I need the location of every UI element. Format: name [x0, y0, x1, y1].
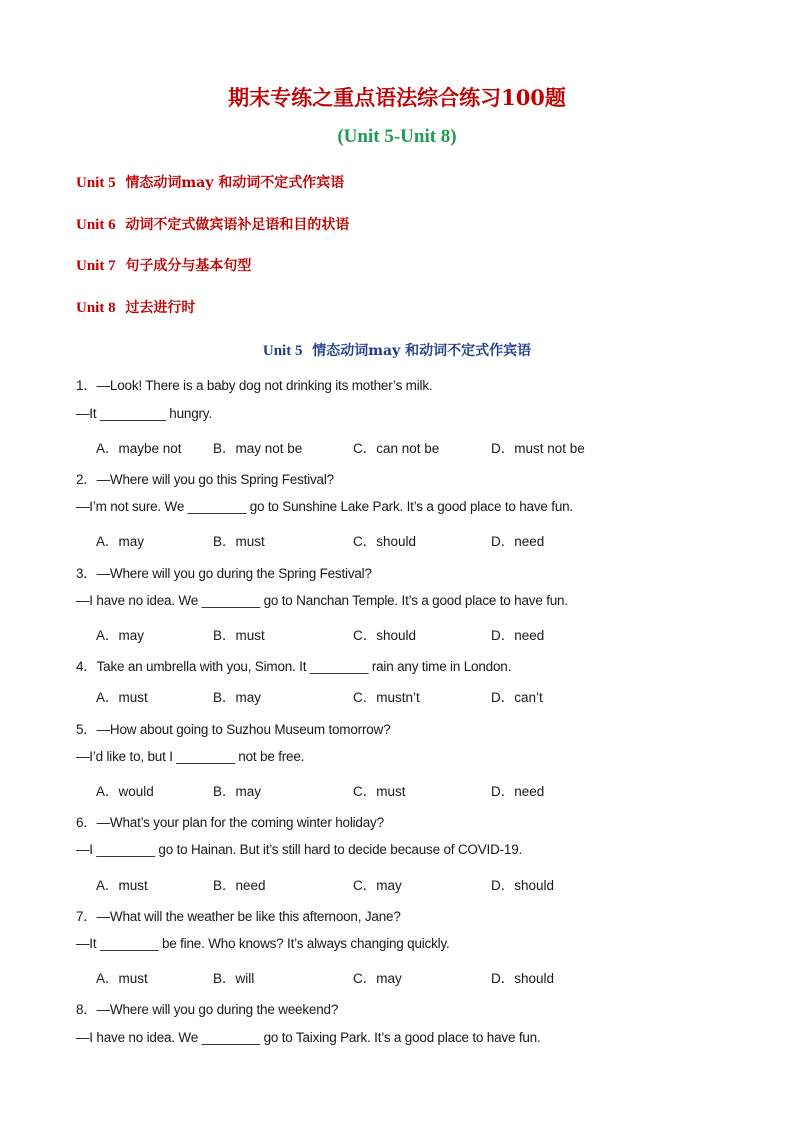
option-a[interactable]: A．must [96, 878, 148, 893]
option-a[interactable]: A．may [96, 534, 145, 549]
section-topic: 情态动词may 和动词不定式作宾语 [312, 343, 532, 359]
option-b[interactable]: B．need [213, 878, 266, 893]
option-c[interactable]: C．may [353, 878, 402, 893]
option-c[interactable]: C．should [353, 534, 417, 549]
toc-unit: Unit 7 [76, 258, 116, 274]
option-a[interactable]: A．must [96, 690, 148, 705]
answer-line: —I ________ go to Hainan. But it’s still hard to decide because of COVID-19. [76, 842, 523, 857]
options-row [96, 530, 736, 550]
option-b[interactable]: B．may [213, 690, 262, 705]
option-c[interactable]: C．must [353, 784, 406, 799]
answer-line: —It ________ be fine. Who knows? It’s always changing quickly. [76, 936, 450, 951]
option-d[interactable]: D．must not be [491, 441, 585, 456]
page-title: 期末专练之重点语法综合练习100题 [228, 85, 566, 110]
question-line: 4．Take an umbrella with you, Simon. It ________ rain any time in London. [76, 659, 512, 674]
option-b[interactable]: B．must [213, 628, 265, 643]
question-line: 7．—What will the weather be like this afternoon, Jane? [76, 909, 401, 924]
options-row [96, 624, 736, 644]
question-line: 6．—What’s your plan for the coming winter holiday? [76, 815, 384, 830]
option-d[interactable]: D．should [491, 971, 555, 986]
toc-item [76, 255, 251, 275]
toc-item [76, 214, 349, 234]
toc-unit: Unit 8 [76, 300, 116, 316]
option-a[interactable]: A．must [96, 971, 148, 986]
option-d[interactable]: D．need [491, 534, 545, 549]
option-c[interactable]: C．may [353, 971, 402, 986]
question-line: 2．—Where will you go this Spring Festival? [76, 472, 334, 487]
answer-line: —I have no idea. We ________ go to Taixing Park. It’s a good place to have fun. [76, 1030, 541, 1045]
option-d[interactable]: D．need [491, 628, 545, 643]
answer-line: —I’m not sure. We ________ go to Sunshine Lake Park. It’s a good place to have fun. [76, 499, 573, 514]
toc-unit: Unit 5 [76, 175, 116, 191]
options-row [96, 967, 736, 987]
option-c[interactable]: C．should [353, 628, 417, 643]
answer-line: —I’d like to, but I ________ not be free. [76, 749, 305, 764]
question-line: 8．—Where will you go during the weekend? [76, 1002, 339, 1017]
option-b[interactable]: B．may not be [213, 441, 303, 456]
option-c[interactable]: C．can not be [353, 441, 440, 456]
toc-item [76, 297, 195, 317]
section-unit: Unit 5 [262, 343, 303, 359]
answer-line: —I have no idea. We ________ go to Nanchan Temple. It’s a good place to have fun. [76, 593, 568, 608]
option-d[interactable]: D．should [491, 878, 555, 893]
toc-topic: 动词不定式做宾语补足语和目的状语 [125, 217, 350, 233]
toc-topic: 情态动词may 和动词不定式作宾语 [125, 175, 345, 191]
options-row [96, 780, 736, 800]
option-a[interactable]: A．would [96, 784, 154, 799]
option-b[interactable]: B．will [213, 971, 255, 986]
options-row [96, 686, 736, 706]
toc-unit: Unit 6 [76, 217, 116, 233]
page-subtitle: (Unit 5-Unit 8) [337, 126, 457, 147]
question-line: 5．—How about going to Suzhou Museum tomorrow? [76, 722, 391, 737]
toc-topic: 过去进行时 [125, 300, 196, 316]
toc-item [76, 172, 344, 192]
question-line: 3．—Where will you go during the Spring Festival? [76, 566, 372, 581]
option-d[interactable]: D．need [491, 784, 545, 799]
question-line: 1．—Look! There is a baby dog not drinking its mother’s milk. [76, 378, 433, 393]
answer-line: —It _________ hungry. [76, 406, 212, 421]
option-d[interactable]: D．can’t [491, 690, 543, 705]
options-row [96, 437, 736, 457]
options-row [96, 874, 736, 894]
option-b[interactable]: B．must [213, 534, 265, 549]
option-a[interactable]: A．maybe not [96, 441, 182, 456]
option-a[interactable]: A．may [96, 628, 145, 643]
section-heading [0, 340, 794, 360]
toc-topic: 句子成分与基本句型 [125, 258, 252, 274]
option-b[interactable]: B．may [213, 784, 262, 799]
option-c[interactable]: C．mustn’t [353, 690, 420, 705]
